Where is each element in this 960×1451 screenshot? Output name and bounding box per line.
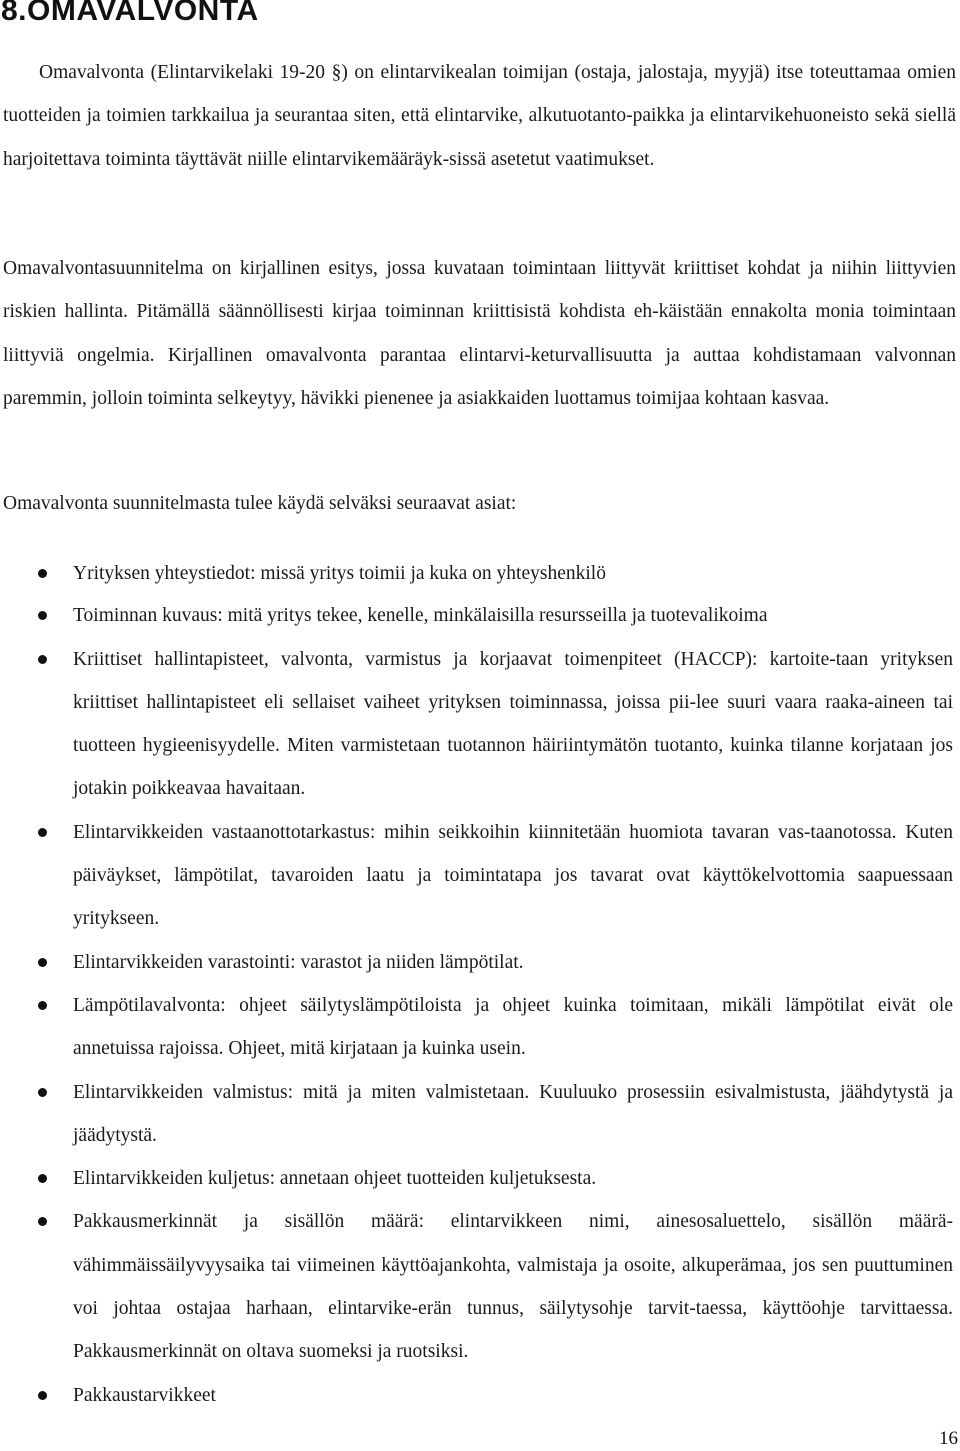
requirements-list (0, 552, 960, 1417)
list-item-text: Elintarvikkeiden vastaanottotarkastus: mihin seikkoihin kiinnitetään huomiota tavaran vas-taanotossa. Kuten päiväykset, lämpötilat, tavaroiden laatu ja toimintatapa jos tavarat ovat käyttökelvottomia saapuessaan yritykseen. (73, 821, 953, 930)
list-item-text: Elintarvikkeiden valmistus: mitä ja miten valmistetaan. Kuuluuko prosessiin esivalmistusta, jäähdytystä ja jäädytystä. (73, 1081, 953, 1146)
list-item (0, 594, 953, 637)
bullet-icon (38, 1001, 47, 1010)
list-item (0, 984, 953, 1071)
list-item-text: Elintarvikkeiden varastointi: varastot ja niiden lämpötilat. (73, 951, 524, 973)
bullet-icon (38, 828, 47, 837)
list-item-text: Pakkausmerkinnät ja sisällön määrä: elintarvikkeen nimi, ainesosaluettelo, sisällön määrä-vähimmäissäilyvyysaika tai viimeinen käyttöajankohta, valmistaja ja osoite, alkuperämaa, jos sen puuttuminen voi johtaa ostajaa harhaan, elintarvike-erän tunnus, säilytysohje tarvit-taessa, käyttöohje tarvittaessa. Pakkausmerkinnät on oltava suomeksi ja ruotsiksi. (73, 1211, 953, 1363)
list-item-text: Yrityksen yhteystiedot: missä yritys toimii ja kuka on yhteyshenkilö (73, 563, 606, 584)
bullet-icon (38, 655, 47, 664)
page-number: 16 (939, 1428, 958, 1449)
page-title: 8.OMAVALVONTA (1, 0, 259, 27)
list-item (0, 1374, 953, 1417)
plan-paragraph: Omavalvontasuunnitelma on kirjallinen esitys, jossa kuvataan toimintaan liittyvät kriittiset kohdat ja niihin liittyvien riskien hallinta. Pitämällä säännöllisesti kirjaa toiminnan kriittisistä kohdista eh-käistään ennakolta monia toimintaan liittyviä ongelmia. Kirjallinen omavalvonta parantaa elintarvi-keturvallisuutta ja auttaa kohdistamaan valvonnan paremmin, jolloin toiminta selkeytyy, hävikki pienenee ja asiakkaiden luottamus toimijaa kohtaan kasvaa. (3, 258, 956, 409)
bullet-icon (38, 569, 47, 578)
list-item-text: Lämpötilavalvonta: ohjeet säilytyslämpötiloista ja ohjeet kuinka toimitaan, mikäli lämpötilat eivät ole annetuissa rajoissa. Ohjeet, mitä kirjataan ja kuinka usein. (73, 994, 953, 1060)
bullet-icon (38, 1217, 47, 1226)
bullet-icon (38, 1088, 47, 1097)
list-item (0, 1157, 953, 1200)
intro-paragraph: Omavalvonta (Elintarvikelaki 19-20 §) on elintarvikealan toimijan (ostaja, jalostaja, myyjä) itse toteuttamaa omien tuotteiden ja toimien tarkkailua ja seurantaa siten, että elintarvike, alkutuotanto-paikka ja elintarvikehuoneisto sekä siellä harjoitettava toiminta täyttävät niille elintarvikemääräyk-sissä asetetut vaatimukset. (3, 62, 956, 170)
bullet-icon (38, 1174, 47, 1183)
list-item-text: Elintarvikkeiden kuljetus: annetaan ohjeet tuotteiden kuljetuksesta. (73, 1168, 597, 1190)
list-item-text: Kriittiset hallintapisteet, valvonta, varmistus ja korjaavat toimenpiteet (HACCP): kartoite-taan yrityksen kriittiset hallintapisteet eli sellaiset vaiheet yrityksen toiminnassa, joissa pii-lee suuri vaara raaka-aineen tai tuotteen hygieenisyydelle. Miten varmistetaan tuotannon häiriintymätön tuotanto, kuinka tilanne korjataan jos jotakin poikkeavaa havaitaan. (73, 648, 953, 800)
list-item-text: Pakkaustarvikkeet (73, 1384, 216, 1406)
list-item (0, 1200, 953, 1373)
bullet-icon (38, 958, 47, 967)
list-item (0, 1071, 953, 1158)
list-intro-paragraph: Omavalvonta suunnitelmasta tulee käydä selväksi seuraavat asiat: (3, 493, 517, 514)
list-item (0, 941, 953, 984)
list-item (0, 638, 953, 811)
bullet-icon (38, 1391, 47, 1400)
bullet-icon (38, 611, 47, 620)
list-item (0, 552, 953, 595)
list-item-text: Toiminnan kuvaus: mitä yritys tekee, kenelle, minkälaisilla resursseilla ja tuotevalikoima (73, 605, 768, 627)
list-item (0, 811, 953, 941)
